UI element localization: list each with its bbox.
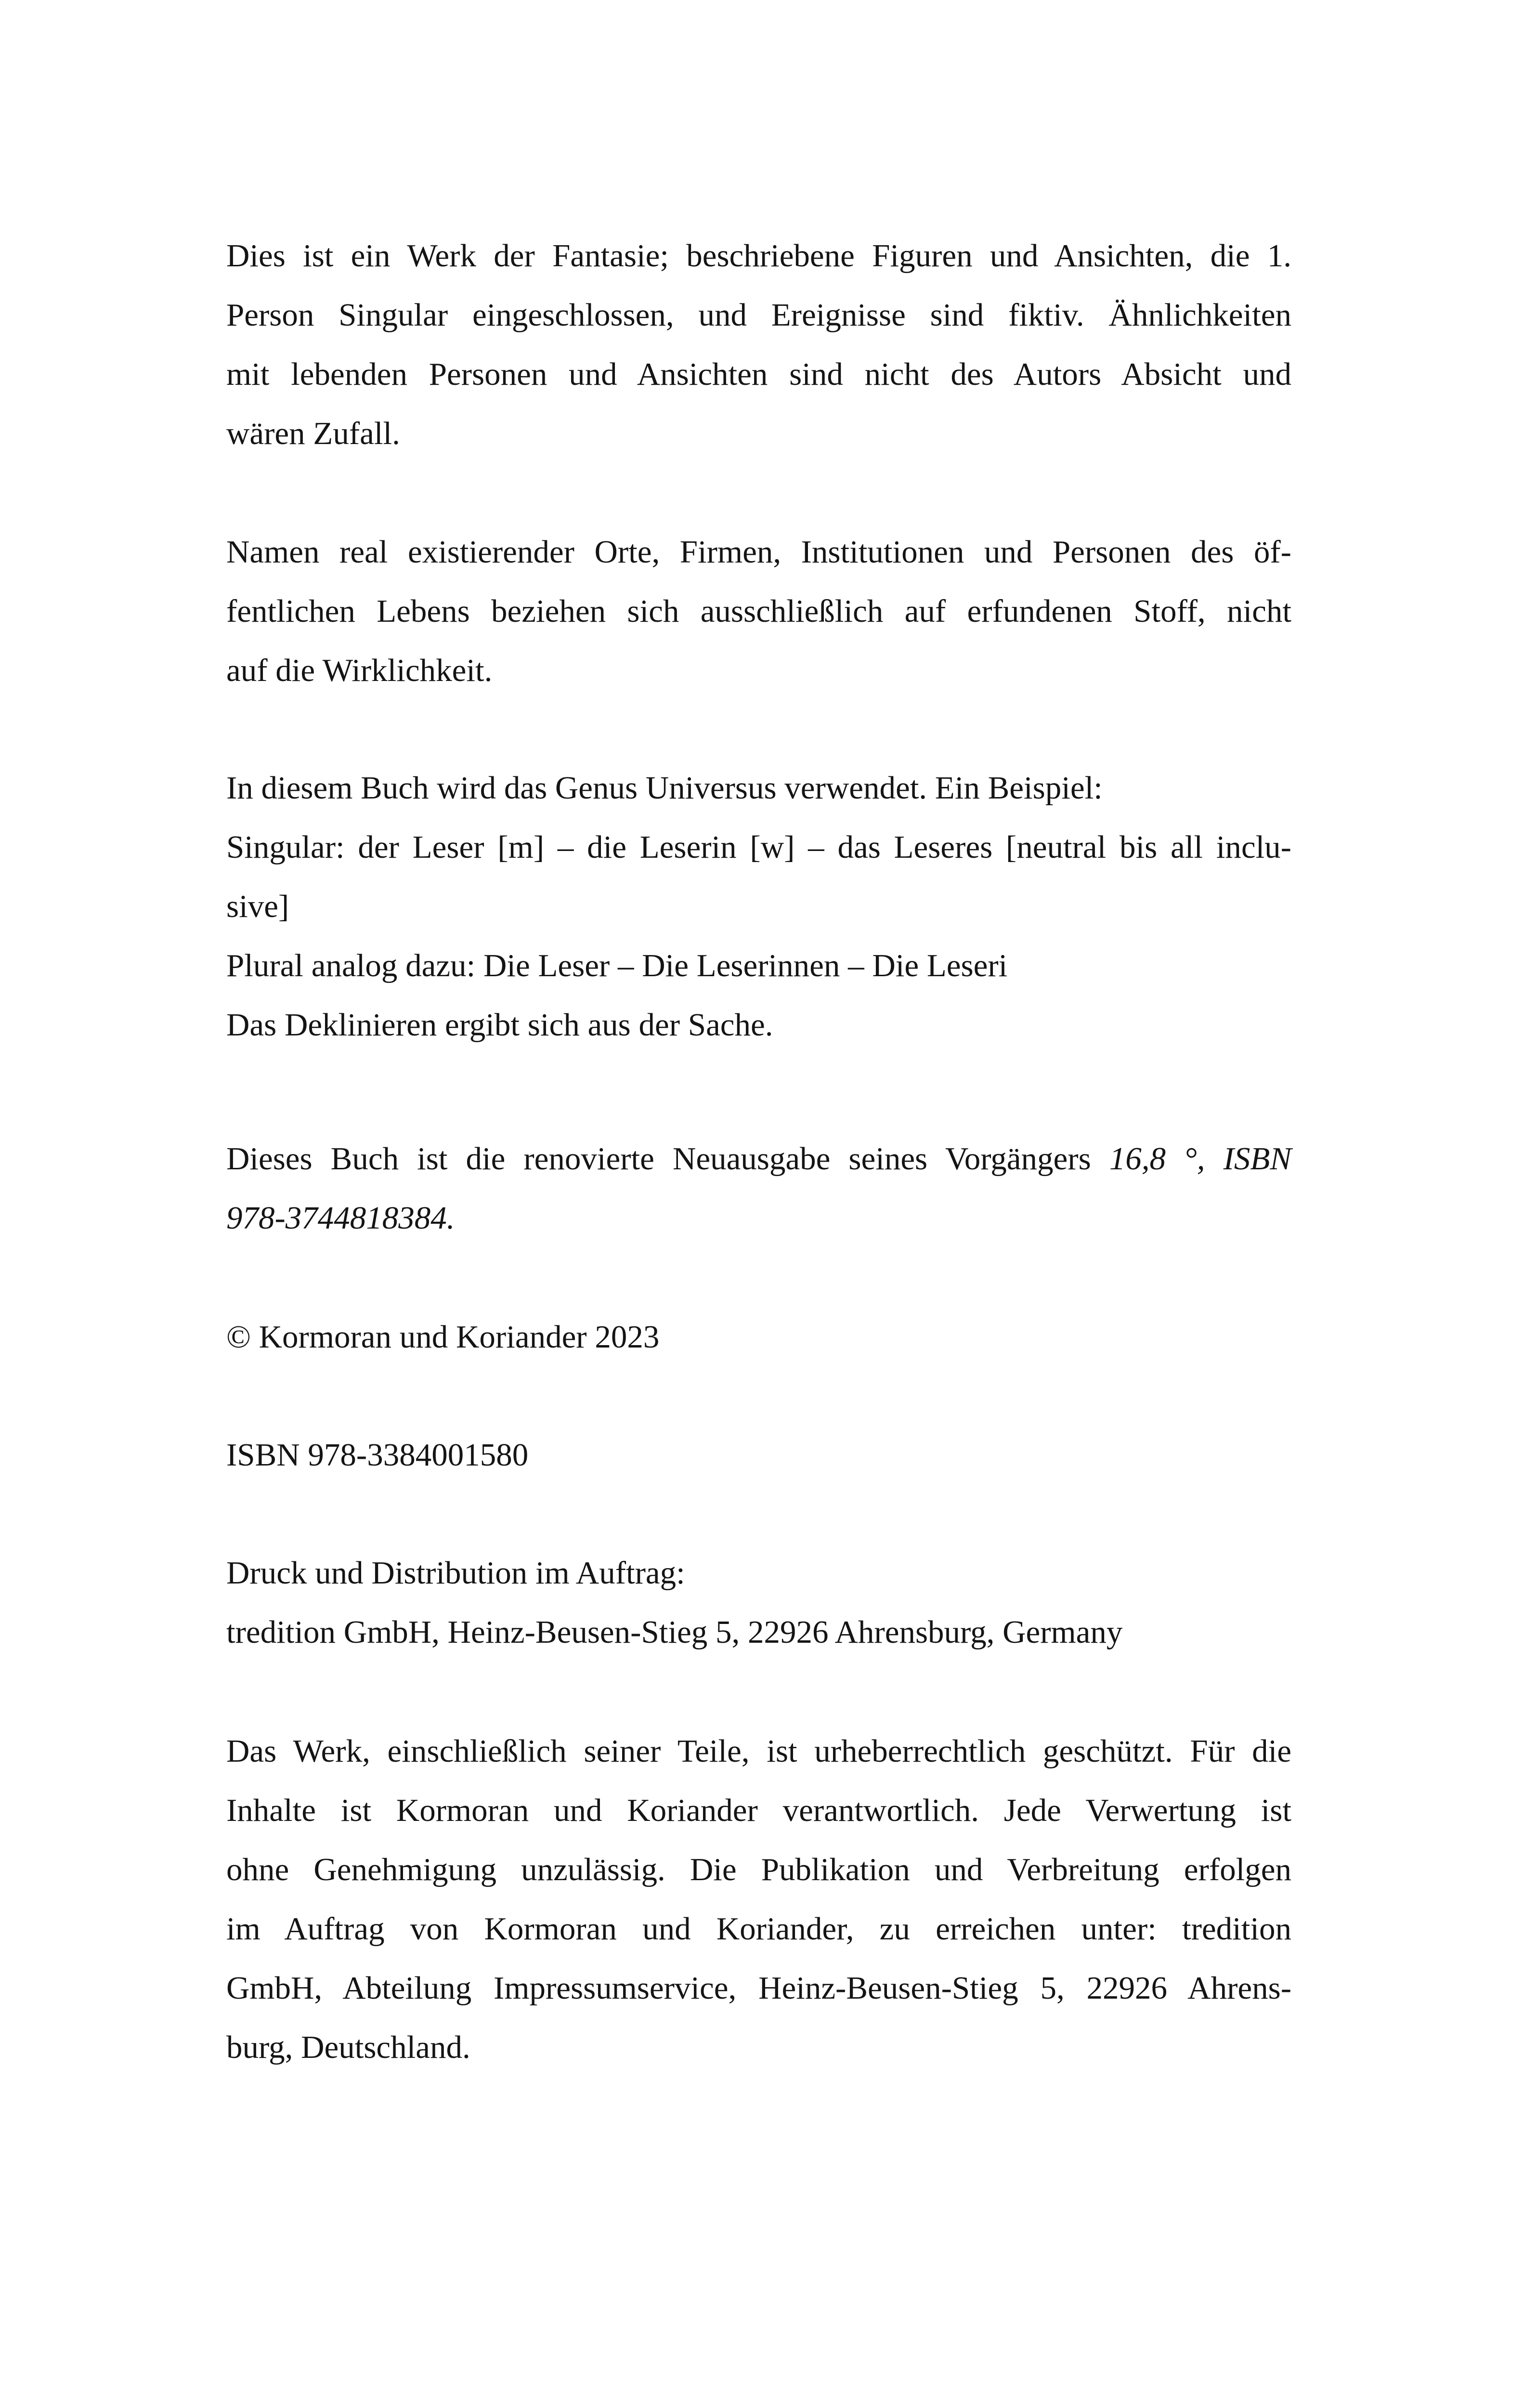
legal-notice-line: burg, Deutschland. — [226, 2029, 470, 2065]
genus-notice-line: Plural analog dazu: Die Leser – Die Leserinnen – Die Leseri — [226, 948, 1008, 983]
disclaimer-paragraph — [226, 226, 1291, 463]
edition-notice-line — [226, 1129, 1291, 1189]
disclaimer-line: Person Singular eingeschlossen, und Ereignisse sind fiktiv. Ähnlichkeiten — [226, 297, 1291, 333]
disclaimer-line: mit lebenden Personen und Ansichten sind nicht des Autors Absicht und — [226, 356, 1291, 392]
isbn-line — [226, 1426, 1291, 1485]
edition-notice-paragraph — [226, 1129, 1291, 1248]
names-notice-line: fentlichen Lebens beziehen sich ausschließlich auf erfundenen Stoff, nicht — [226, 593, 1291, 629]
genus-notice-line: Singular: der Leser [m] – die Leserin [w] – das Leseres [neutral bis all inclu- — [226, 829, 1291, 865]
legal-notice-line: ohne Genehmigung unzulässig. Die Publikation und Verbreitung erfolgen — [226, 1852, 1291, 1887]
print-distribution-line: Druck und Distribution im Auftrag: — [226, 1555, 685, 1591]
copyright-text: © Kormoran und Koriander 2023 — [226, 1319, 660, 1355]
legal-notice-line: GmbH, Abteilung Impressumservice, Heinz-Beusen-Stieg 5, 22926 Ahrens- — [226, 1970, 1291, 2006]
legal-notice-line: Inhalte ist Kormoran und Koriander verantwortlich. Jede Verwertung ist — [226, 1793, 1291, 1828]
edition-notice-text: Dieses Buch ist die renovierte Neuausgabe seines Vorgängers — [226, 1141, 1091, 1177]
print-distribution-line: tredition GmbH, Heinz-Beusen-Stieg 5, 22926 Ahrensburg, Germany — [226, 1614, 1123, 1650]
names-notice-paragraph — [226, 523, 1291, 700]
genus-notice-line: Das Deklinieren ergibt sich aus der Sache. — [226, 1007, 773, 1043]
print-distribution-paragraph — [226, 1544, 1291, 1662]
disclaimer-line: Dies ist ein Werk der Fantasie; beschriebene Figuren und Ansichten, die 1. — [226, 238, 1291, 274]
legal-notice-paragraph — [226, 1722, 1291, 2077]
legal-notice-line: im Auftrag von Kormoran und Koriander, zu erreichen unter: tredition — [226, 1911, 1291, 1947]
predecessor-title-isbn: 16,8 °, ISBN — [1109, 1141, 1292, 1177]
names-notice-line: auf die Wirklichkeit. — [226, 653, 493, 688]
edition-notice-line — [226, 1189, 1291, 1248]
disclaimer-line: wären Zufall. — [226, 416, 400, 451]
isbn-text: ISBN 978-3384001580 — [226, 1437, 529, 1473]
names-notice-line: Namen real existierender Orte, Firmen, Institutionen und Personen des öf- — [226, 534, 1291, 570]
genus-notice-line: sive] — [226, 889, 289, 924]
predecessor-isbn-number: 978-3744818384. — [226, 1200, 455, 1236]
copyright-line — [226, 1308, 1291, 1367]
genus-notice-line: In diesem Buch wird das Genus Universus verwendet. Ein Beispiel: — [226, 770, 1103, 806]
genus-notice-paragraph — [226, 759, 1291, 1055]
legal-notice-line: Das Werk, einschließlich seiner Teile, ist urheberrechtlich geschützt. Für die — [226, 1733, 1291, 1769]
